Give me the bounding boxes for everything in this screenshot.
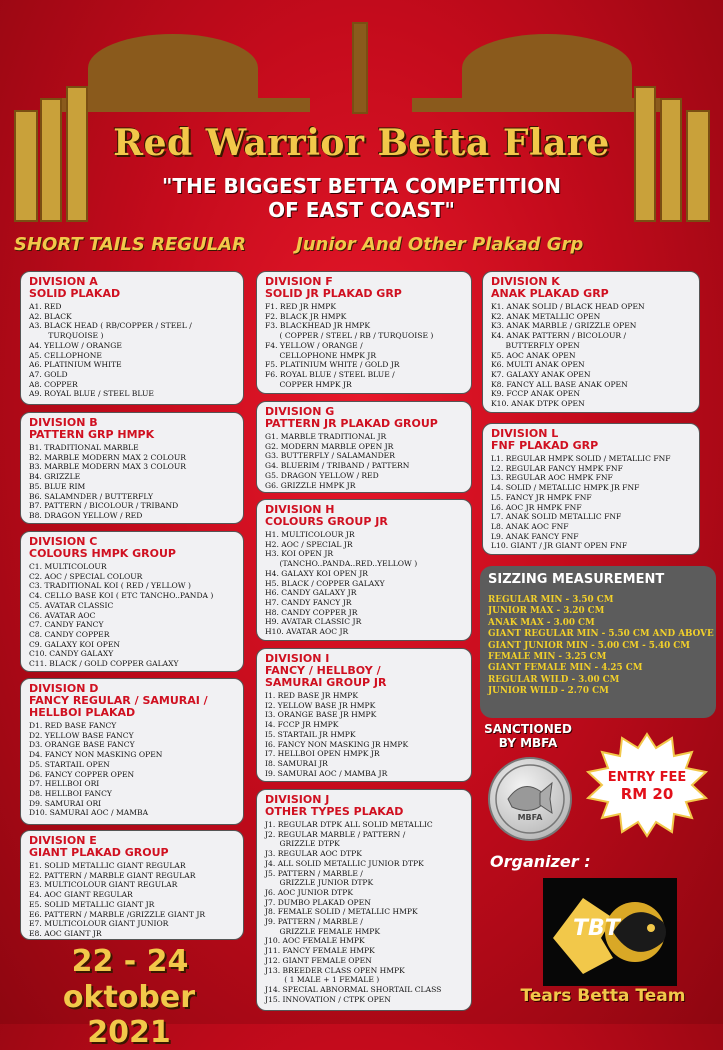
- division-a-panel: [20, 271, 244, 405]
- division-item: L7. ANAK SOLID METALLIC FNF: [491, 512, 622, 522]
- division-item: F2. BLACK JR HMPK: [265, 311, 347, 321]
- division-item: A1. RED: [29, 302, 62, 311]
- sizing-item: GIANT REGULAR MIN - 5.50 CM AND ABOVE: [488, 629, 714, 640]
- sizing-item: GIANT JUNIOR MIN - 5.00 CM - 5.40 CM: [488, 640, 691, 651]
- division-item: H9. AVATAR CLASSIC JR: [265, 617, 362, 627]
- division-item: B4. GRIZZLE: [29, 472, 81, 482]
- division-item: D3. ORANGE BASE FANCY: [29, 740, 135, 750]
- division-item: K10. ANAK DTPK OPEN: [491, 399, 585, 409]
- division-subtitle: FANCY REGULAR / SAMURAI /: [29, 694, 208, 707]
- division-item: D1. RED BASE FANCY: [29, 721, 117, 730]
- division-item: B3. MARBLE MODERN MAX 3 COLOUR: [29, 462, 186, 472]
- division-item: GRIZZLE FEMALE HMPK: [265, 926, 381, 936]
- division-item: C1. MULTICOLOUR: [29, 562, 107, 571]
- division-item: D5. STARTAIL OPEN: [29, 759, 110, 769]
- division-item: L3. REGULAR AOC HMPK FNF: [491, 473, 613, 483]
- division-item: A7. GOLD: [29, 369, 68, 379]
- sizing-item: FEMALE MIN - 3.25 CM: [488, 652, 607, 663]
- division-subtitle: PATTERN JR PLAKAD GROUP: [265, 417, 438, 430]
- division-item: E5. SOLID METALLIC GIANT JR: [29, 899, 155, 909]
- division-item: C2. AOC / SPECIAL COLOUR: [29, 571, 143, 581]
- division-subtitle: FNF PLAKAD GRP: [491, 439, 599, 452]
- division-item: B6. SALAMNDER / BUTTERFLY: [29, 491, 153, 501]
- division-item: D4. FANCY NON MASKING OPEN: [29, 750, 163, 760]
- sizing-item: ANAK MAX - 3.00 CM: [488, 617, 595, 628]
- division-item: E7. MULTICOLOUR GIANT JUNIOR: [29, 919, 169, 929]
- division-c-panel: [20, 531, 244, 672]
- division-title: DIVISION D: [29, 682, 99, 695]
- division-item: H10. AVATAR AOC JR: [265, 627, 349, 637]
- division-item: J10. AOC FEMALE HMPK: [265, 936, 365, 946]
- sizing-item: JUNIOR WILD - 2.70 CM: [488, 686, 609, 697]
- division-subtitle: COLOURS GROUP JR: [265, 515, 388, 528]
- division-item: C9. GALAXY KOI OPEN: [29, 639, 121, 649]
- division-item: A8. COPPER: [29, 379, 78, 389]
- division-subtitle: FANCY / HELLBOY /: [265, 664, 381, 677]
- division-item: C11. BLACK / GOLD COPPER GALAXY: [29, 659, 179, 669]
- division-item: A5. CELLOPHONE: [29, 350, 102, 360]
- division-item: C3. TRADITIONAL KOI ( RED / YELLOW ): [29, 581, 191, 591]
- division-item: CELLOPHONE HMPK JR: [265, 350, 377, 360]
- division-title: DIVISION J: [265, 793, 330, 806]
- division-item: A2. BLACK: [29, 311, 72, 321]
- division-k-panel: [482, 271, 700, 413]
- division-item: C7. CANDY FANCY: [29, 620, 104, 630]
- division-item: K4. ANAK PATTERN / BICOLOUR /: [491, 331, 627, 341]
- division-item: I9. SAMURAI AOC / MAMBA JR: [265, 768, 388, 778]
- division-item: J7. DUMBO PLAKAD OPEN: [265, 897, 371, 907]
- organizer-label: Organizer :: [490, 852, 591, 871]
- section-header-right: Junior And Other Plakad Grp: [296, 234, 584, 255]
- division-item: L6. AOC JR HMPK FNF: [491, 502, 582, 512]
- division-item: L4. SOLID / METALLIC HMPK JR FNF: [491, 483, 640, 493]
- division-item: H5. BLACK / COPPER GALAXY: [265, 578, 385, 588]
- division-item: F6. ROYAL BLUE / STEEL BLUE /: [265, 369, 395, 379]
- division-item: GRIZZLE DTPK: [265, 839, 340, 849]
- division-subtitle: OTHER TYPES PLAKAD: [265, 805, 404, 818]
- division-item: G4. BLUERIM / TRIBAND / PATTERN: [265, 461, 410, 471]
- division-title: DIVISION L: [491, 427, 559, 440]
- division-item: A6. PLATINIUM WHITE: [29, 360, 122, 370]
- division-title: DIVISION E: [29, 834, 97, 847]
- division-item: BUTTERFLY OPEN: [491, 340, 580, 350]
- division-item: TURQUOISE ): [29, 331, 104, 341]
- division-item: D8. HELLBOI FANCY: [29, 788, 112, 798]
- division-item: L5. FANCY JR HMPK FNF: [491, 492, 592, 502]
- division-item: B1. TRADITIONAL MARBLE: [29, 443, 139, 452]
- division-f-panel: [256, 271, 472, 394]
- division-item: I8. SAMURAI JR: [265, 758, 328, 768]
- division-item: J6. AOC JUNIOR DTPK: [265, 887, 354, 897]
- sizing-item: REGULAR WILD - 3.00 CM: [488, 674, 620, 685]
- division-item: K9. FCCP ANAK OPEN: [491, 389, 580, 399]
- division-item: H4. GALAXY KOI OPEN JR: [265, 568, 368, 578]
- sizing-title: SIZZING MEASUREMENT: [488, 572, 665, 587]
- division-item: B2. MARBLE MODERN MAX 2 COLOUR: [29, 452, 186, 462]
- division-subtitle: COLOURS HMPK GROUP: [29, 547, 176, 560]
- division-item: I6. FANCY NON MASKING JR HMPK: [265, 739, 409, 749]
- division-item: K7. GALAXY ANAK OPEN: [491, 369, 591, 379]
- division-item: ( COPPER / STEEL / RB / TURQUOISE ): [265, 331, 434, 341]
- division-item: F5. PLATINIUM WHITE / GOLD JR: [265, 360, 400, 370]
- division-item: K1. ANAK SOLID / BLACK HEAD OPEN: [491, 302, 645, 311]
- division-item: J1. REGULAR DTPK ALL SOLID METALLIC: [265, 820, 433, 829]
- division-title: DIVISION K: [491, 275, 560, 288]
- division-item: C4. CELLO BASE KOI ( ETC TANCHO..PANDA ): [29, 591, 214, 601]
- division-item: K5. AOC ANAK OPEN: [491, 350, 576, 360]
- division-g-panel: [256, 401, 472, 493]
- division-title: DIVISION I: [265, 652, 330, 665]
- division-item: H3. KOI OPEN JR: [265, 549, 334, 559]
- sizing-item: GIANT FEMALE MIN - 4.25 CM: [488, 663, 643, 674]
- division-item: C6. AVATAR AOC: [29, 610, 96, 620]
- sizing-measurement-box: [480, 566, 716, 718]
- division-item: I3. ORANGE BASE JR HMPK: [265, 710, 377, 720]
- division-item: I2. YELLOW BASE JR HMPK: [265, 700, 376, 710]
- division-h-panel: [256, 499, 472, 641]
- division-item: K3. ANAK MARBLE / GRIZZLE OPEN: [491, 321, 637, 331]
- mbfa-seal-icon: MBFA: [488, 757, 572, 841]
- division-i-panel: [256, 648, 472, 782]
- division-item: D9. SAMURAI ORI: [29, 798, 102, 808]
- division-item: E1. SOLID METALLIC GIANT REGULAR: [29, 861, 186, 870]
- division-item: L8. ANAK AOC FNF: [491, 521, 569, 531]
- division-item: G5. DRAGON YELLOW / RED: [265, 470, 379, 480]
- division-item: E3. MULTICOLOUR GIANT REGULAR: [29, 880, 178, 890]
- division-item: H7. CANDY FANCY JR: [265, 597, 352, 607]
- division-item: COPPER HMPK JR: [265, 379, 352, 389]
- division-item: D10. SAMURAI AOC / MAMBA: [29, 808, 149, 818]
- division-item: J8. FEMALE SOLID / METALLIC HMPK: [265, 907, 418, 917]
- division-item: A3. BLACK HEAD ( RB/COPPER / STEEL /: [29, 321, 192, 331]
- division-item: H2. AOC / SPECIAL JR: [265, 539, 353, 549]
- division-subtitle: SOLID JR PLAKAD GRP: [265, 287, 402, 300]
- division-item: B7. PATTERN / BICOLOUR / TRIBAND: [29, 501, 179, 511]
- division-e-panel: [20, 830, 244, 940]
- division-item: A4. YELLOW / ORANGE: [29, 340, 122, 350]
- division-subtitle: SAMURAI GROUP JR: [265, 676, 387, 689]
- division-item: L10. GIANT / JR GIANT OPEN FNF: [491, 541, 628, 551]
- division-item: G6. GRIZZLE HMPK JR: [265, 480, 356, 490]
- division-item: D7. HELLBOI ORI: [29, 779, 100, 789]
- division-item: J5. PATTERN / MARBLE /: [265, 868, 363, 878]
- division-title: DIVISION C: [29, 535, 98, 548]
- division-title: DIVISION B: [29, 416, 98, 429]
- division-item: I1. RED BASE JR HMPK: [265, 691, 359, 700]
- division-item: E6. PATTERN / MARBLE /GRIZZLE GIANT JR: [29, 909, 206, 919]
- division-item: K6. MULTI ANAK OPEN: [491, 360, 585, 370]
- sanctioned-label: SANCTIONED BY MBFA: [484, 722, 572, 750]
- division-item: E2. PATTERN / MARBLE GIANT REGULAR: [29, 870, 196, 880]
- division-subtitle: PATTERN GRP HMPK: [29, 428, 155, 441]
- division-item: G2. MODERN MARBLE OPEN JR: [265, 441, 394, 451]
- division-item: L1. REGULAR HMPK SOLID / METALLIC FNF: [491, 454, 671, 463]
- division-item: B5. BLUE RIM: [29, 481, 86, 491]
- division-item: J9. PATTERN / MARBLE /: [265, 917, 363, 927]
- division-item: J4. ALL SOLID METALLIC JUNIOR DTPK: [265, 858, 424, 868]
- division-item: J14. SPECIAL ABNORMAL SHORTAIL CLASS: [265, 984, 442, 994]
- division-item: L2. REGULAR FANCY HMPK FNF: [491, 463, 623, 473]
- division-item: H8. CANDY COPPER JR: [265, 607, 358, 617]
- sizing-item: REGULAR MIN - 3.50 CM: [488, 595, 614, 605]
- division-subtitle: SOLID PLAKAD: [29, 287, 121, 300]
- event-date-days: 22 - 24: [71, 944, 189, 979]
- division-item: ( 1 MALE + 1 FEMALE ): [265, 975, 380, 985]
- division-item: J12. GIANT FEMALE OPEN: [265, 955, 372, 965]
- division-item: F1. RED JR HMPK: [265, 302, 337, 311]
- event-subtitle: "THE BIGGEST BETTA COMPETITION OF EAST COAST": [162, 174, 561, 222]
- division-title: DIVISION G: [265, 405, 335, 418]
- division-j-panel: [256, 789, 472, 1011]
- division-item: E4. AOC GIANT REGULAR: [29, 890, 133, 900]
- division-item: J2. REGULAR MARBLE / PATTERN /: [265, 829, 406, 839]
- division-subtitle: ANAK PLAKAD GRP: [491, 287, 609, 300]
- division-item: I4. FCCP JR HMPK: [265, 720, 339, 730]
- division-item: I7. HELLBOI OPEN HMPK JR: [265, 749, 380, 759]
- division-item: J15. INNOVATION / CTPK OPEN: [265, 994, 391, 1004]
- division-item: K2. ANAK METALLIC OPEN: [491, 311, 601, 321]
- division-title: DIVISION H: [265, 503, 335, 516]
- division-item: H6. CANDY GALAXY JR: [265, 588, 357, 598]
- division-title: DIVISION F: [265, 275, 333, 288]
- division-item: G1. MARBLE TRADITIONAL JR: [265, 432, 387, 441]
- event-title: Red Warrior Betta Flare: [113, 122, 610, 164]
- division-item: D2. YELLOW BASE FANCY: [29, 730, 134, 740]
- division-item: D6. FANCY COPPER OPEN: [29, 769, 135, 779]
- division-subtitle: HELLBOI PLAKAD: [29, 706, 136, 719]
- division-item: E8. AOC GIANT JR: [29, 928, 102, 938]
- division-item: F4. YELLOW / ORANGE /: [265, 340, 363, 350]
- tbt-logo: TBT: [543, 878, 677, 986]
- division-item: K8. FANCY ALL BASE ANAK OPEN: [491, 379, 628, 389]
- division-title: DIVISION A: [29, 275, 98, 288]
- division-item: B8. DRAGON YELLOW / RED: [29, 510, 143, 520]
- division-item: H1. MULTICOLOUR JR: [265, 530, 355, 539]
- sizing-list: [488, 595, 714, 698]
- division-item: G3. BUTTERFLY / SALAMANDER: [265, 451, 395, 461]
- division-b-panel: [20, 412, 244, 524]
- division-item: C10. CANDY GALAXY: [29, 649, 114, 659]
- division-item: J11. FANCY FEMALE HMPK: [265, 946, 375, 956]
- division-item: J13. BREEDER CLASS OPEN HMPK: [265, 965, 405, 975]
- sizing-item: JUNIOR MAX - 3.20 CM: [488, 606, 605, 617]
- event-date-month: oktober 2021: [62, 980, 196, 1050]
- division-item: J3. REGULAR AOC DTPK: [265, 849, 362, 859]
- division-item: (TANCHO..PANDA..RED..YELLOW ): [265, 559, 418, 569]
- division-item: C8. CANDY COPPER: [29, 629, 110, 639]
- division-item: I5. STARTAIL JR HMPK: [265, 729, 356, 739]
- division-subtitle: GIANT PLAKAD GROUP: [29, 846, 169, 859]
- division-item: L9. ANAK FANCY FNF: [491, 531, 579, 541]
- entry-fee-label: ENTRY FEE RM 20: [607, 770, 687, 803]
- division-item: A9. ROYAL BLUE / STEEL BLUE: [29, 389, 154, 399]
- division-item: F3. BLACKHEAD JR HMPK: [265, 321, 371, 331]
- division-l-panel: [482, 423, 700, 555]
- division-item: C5. AVATAR CLASSIC: [29, 600, 114, 610]
- section-header-left: SHORT TAILS REGULAR: [14, 234, 246, 255]
- division-d-panel: [20, 678, 244, 825]
- division-item: GRIZZLE JUNIOR DTPK: [265, 878, 374, 888]
- team-name: Tears Betta Team: [520, 986, 686, 1006]
